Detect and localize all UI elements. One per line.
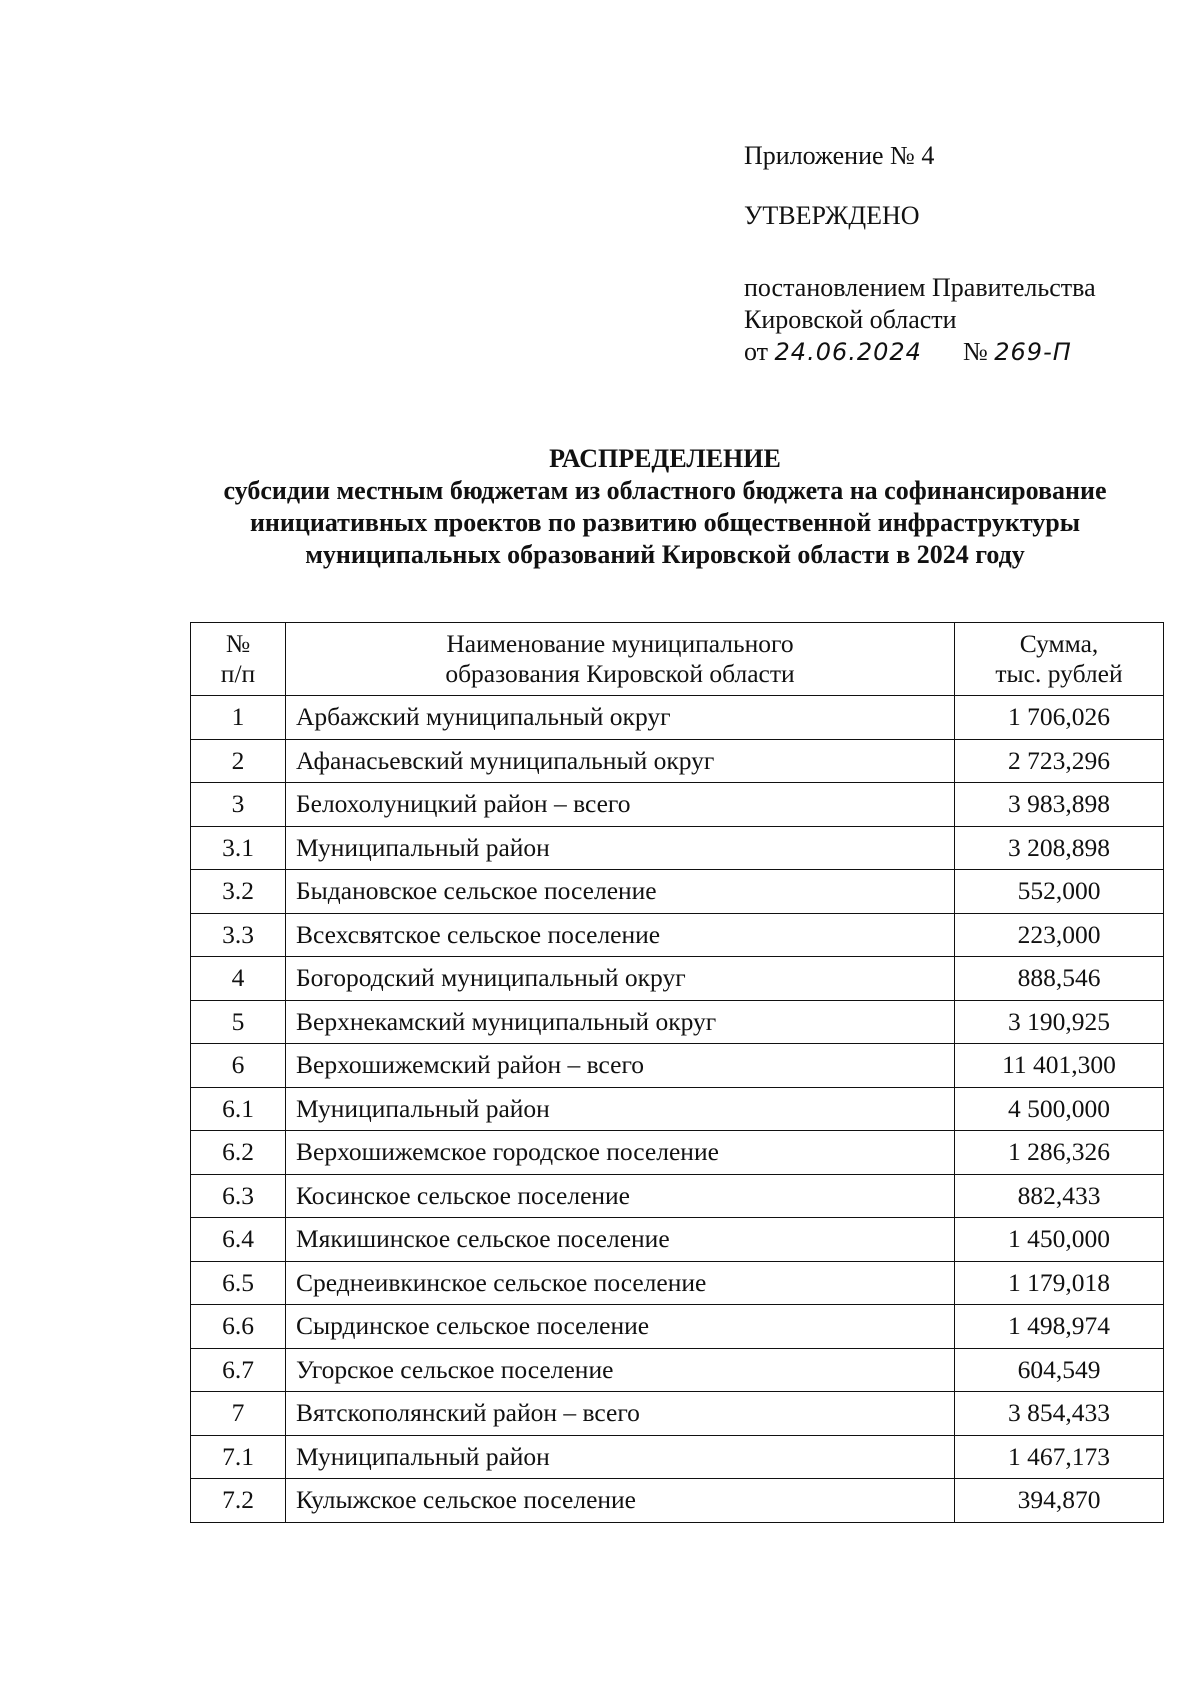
row-name: Верхошижемский район – всего [286, 1044, 955, 1088]
row-name: Угорское сельское поселение [286, 1348, 955, 1392]
row-number: 2 [191, 739, 286, 783]
table-row [191, 1131, 1164, 1175]
table-row [191, 1261, 1164, 1305]
table-row [191, 1305, 1164, 1349]
table-row [191, 783, 1164, 827]
row-number: 6.2 [191, 1131, 286, 1175]
row-name: Среднеивкинское сельское поселение [286, 1261, 955, 1305]
number-prefix: № [962, 337, 988, 366]
row-sum: 1 179,018 [955, 1261, 1164, 1305]
table-row [191, 696, 1164, 740]
row-name: Богородский муниципальный округ [286, 957, 955, 1001]
row-name: Быдановское сельское поселение [286, 870, 955, 914]
row-sum: 3 983,898 [955, 783, 1164, 827]
row-name: Арбажский муниципальный округ [286, 696, 955, 740]
row-number: 7 [191, 1392, 286, 1436]
table-header-row [191, 623, 1164, 696]
row-sum: 3 208,898 [955, 826, 1164, 870]
table-row [191, 1479, 1164, 1523]
row-name: Косинское сельское поселение [286, 1174, 955, 1218]
distribution-table [190, 622, 1164, 1523]
row-number: 7.2 [191, 1479, 286, 1523]
table-row [191, 1044, 1164, 1088]
row-number: 6.6 [191, 1305, 286, 1349]
row-name: Верхошижемское городское поселение [286, 1131, 955, 1175]
table-row [191, 913, 1164, 957]
date-prefix: от [744, 337, 769, 366]
header-name-line-2: образования Кировской области [445, 659, 795, 688]
header-sum-line-1: Сумма, [1019, 629, 1099, 658]
row-sum: 882,433 [955, 1174, 1164, 1218]
table-row [191, 739, 1164, 783]
row-number: 3.1 [191, 826, 286, 870]
handwritten-number: 269-П [994, 338, 1072, 366]
table-row [191, 1435, 1164, 1479]
row-name: Вятскополянский район – всего [286, 1392, 955, 1436]
document-subtitle-line-2: инициативных проектов по развитию общественной инфраструктуры [249, 508, 1081, 537]
row-number: 6 [191, 1044, 286, 1088]
document-subtitle-line-1: субсидии местным бюджетам из областного бюджета на софинансирование [223, 476, 1107, 505]
row-name: Сырдинское сельское поселение [286, 1305, 955, 1349]
document-subtitle-line-3: муниципальных образований Кировской области в 2024 году [305, 540, 1025, 569]
row-number: 6.3 [191, 1174, 286, 1218]
row-sum: 2 723,296 [955, 739, 1164, 783]
row-name: Кулыжское сельское поселение [286, 1479, 955, 1523]
row-name: Всехсвятское сельское поселение [286, 913, 955, 957]
row-sum: 1 498,974 [955, 1305, 1164, 1349]
row-sum: 1 467,173 [955, 1435, 1164, 1479]
header-sum [955, 623, 1164, 696]
decree-line-1: постановлением Правительства [744, 273, 1096, 302]
table-row [191, 1174, 1164, 1218]
table-row [191, 826, 1164, 870]
row-number: 6.1 [191, 1087, 286, 1131]
header-number-line-1: № [225, 629, 251, 658]
row-sum: 888,546 [955, 957, 1164, 1001]
row-sum: 3 854,433 [955, 1392, 1164, 1436]
table-row [191, 1348, 1164, 1392]
row-number: 3.2 [191, 870, 286, 914]
header-sum-line-2: тыс. рублей [995, 659, 1123, 688]
row-sum: 11 401,300 [955, 1044, 1164, 1088]
row-name: Афанасьевский муниципальный округ [286, 739, 955, 783]
table-row [191, 1087, 1164, 1131]
table-body [191, 696, 1164, 1523]
table-row [191, 1218, 1164, 1262]
document-title: РАСПРЕДЕЛЕНИЕ [549, 444, 781, 473]
row-name: Верхнекамский муниципальный округ [286, 1000, 955, 1044]
row-number: 6.7 [191, 1348, 286, 1392]
handwritten-date: 24.06.2024 [774, 338, 922, 366]
row-sum: 394,870 [955, 1479, 1164, 1523]
row-name: Муниципальный район [286, 1435, 955, 1479]
table-row [191, 957, 1164, 1001]
header-name [286, 623, 955, 696]
decree-line-2: Кировской области [744, 305, 957, 334]
row-number: 6.5 [191, 1261, 286, 1305]
row-number: 7.1 [191, 1435, 286, 1479]
row-sum: 1 286,326 [955, 1131, 1164, 1175]
row-name: Муниципальный район [286, 826, 955, 870]
row-number: 6.4 [191, 1218, 286, 1262]
appendix-label: Приложение № 4 [744, 141, 935, 170]
approved-label: УТВЕРЖДЕНО [744, 201, 920, 230]
row-number: 3 [191, 783, 286, 827]
row-name: Муниципальный район [286, 1087, 955, 1131]
row-number: 1 [191, 696, 286, 740]
row-sum: 1 706,026 [955, 696, 1164, 740]
header-number-line-2: п/п [220, 659, 256, 688]
row-number: 4 [191, 957, 286, 1001]
row-name: Мякишинское сельское поселение [286, 1218, 955, 1262]
row-sum: 604,549 [955, 1348, 1164, 1392]
row-number: 3.3 [191, 913, 286, 957]
approval-block [744, 140, 1096, 368]
row-sum: 1 450,000 [955, 1218, 1164, 1262]
document-heading [0, 443, 1200, 571]
row-sum: 552,000 [955, 870, 1164, 914]
header-number [191, 623, 286, 696]
row-sum: 223,000 [955, 913, 1164, 957]
row-sum: 4 500,000 [955, 1087, 1164, 1131]
header-name-line-1: Наименование муниципального [446, 629, 794, 658]
decree-date-line [744, 336, 1096, 368]
row-sum: 3 190,925 [955, 1000, 1164, 1044]
row-number: 5 [191, 1000, 286, 1044]
table-row [191, 870, 1164, 914]
row-name: Белохолуницкий район – всего [286, 783, 955, 827]
table-row [191, 1392, 1164, 1436]
table-row [191, 1000, 1164, 1044]
